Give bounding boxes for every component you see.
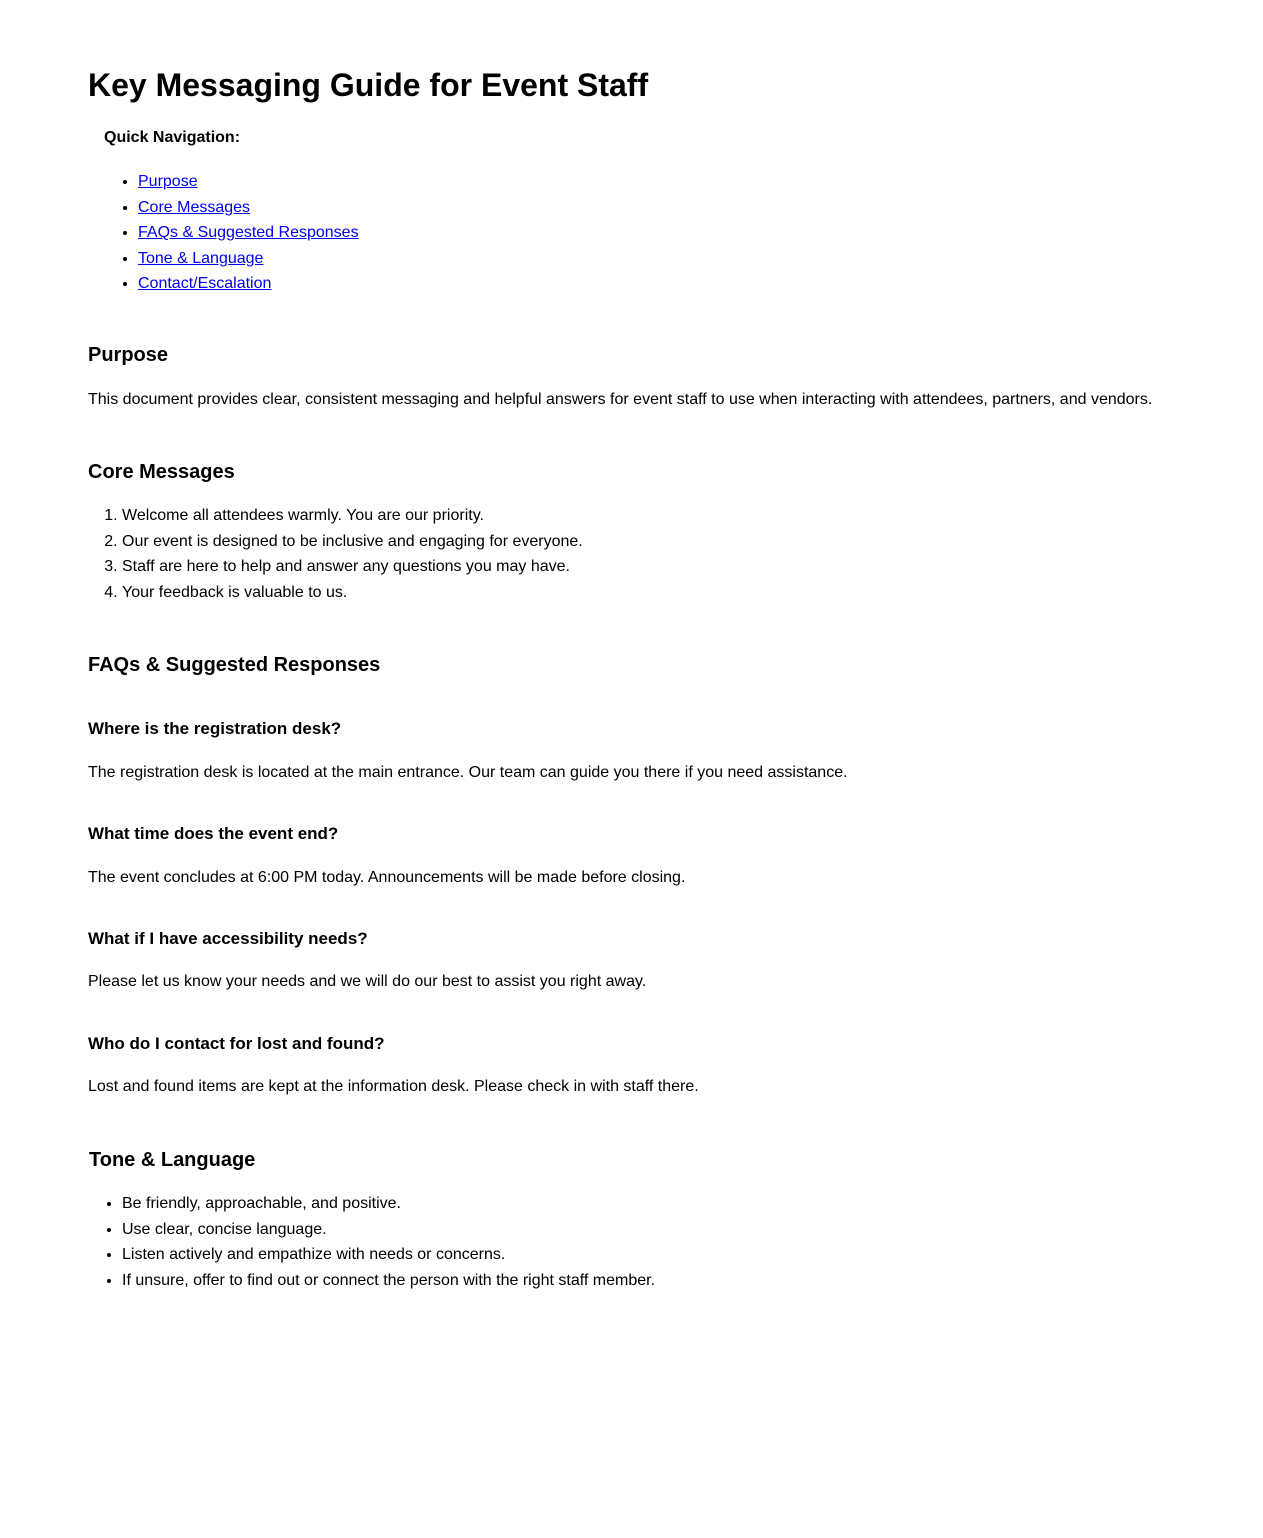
page-title: Key Messaging Guide for Event Staff: [88, 67, 649, 103]
list-item: 4. Your feedback is valuable to us.: [122, 580, 583, 606]
list-item: • Use clear, concise language.: [122, 1217, 655, 1243]
purpose-text: This document provides clear, consistent messaging and helpful answers for event staff to use when interacting with attendees, partners, and vendors.: [88, 391, 1153, 408]
faq-answer: The registration desk is located at the main entrance. Our team can guide you there if you need assistance.: [88, 764, 848, 781]
faq-question: What if I have accessibility needs?: [88, 929, 368, 948]
nav-link-tone[interactable]: Tone & Language: [138, 249, 264, 267]
faq-answer: The event concludes at 6:00 PM today. Announcements will be made before closing.: [88, 869, 686, 886]
nav-link-purpose[interactable]: Purpose: [138, 173, 198, 190]
nav-item-contact: [138, 271, 1248, 297]
list-item: 3. Staff are here to help and answer any questions you may have.: [122, 554, 583, 580]
quick-navigation-list: [104, 169, 1248, 297]
quick-navigation-heading: Quick Navigation:: [104, 129, 241, 146]
list-item: 2. Our event is designed to be inclusive and engaging for everyone.: [122, 529, 583, 555]
core-messages-heading: Core Messages: [88, 461, 235, 483]
nav-item-core-messages: [138, 195, 1248, 221]
list-item: 1. Welcome all attendees warmly. You are our priority.: [122, 503, 583, 529]
faq-question: Who do I contact for lost and found?: [88, 1034, 385, 1053]
faq-question: What time does the event end?: [88, 824, 339, 843]
faq-answer: Please let us know your needs and we will do our best to assist you right away.: [88, 973, 647, 990]
list-item: • If unsure, offer to find out or connect the person with the right staff member.: [122, 1268, 655, 1294]
tone-heading: Tone & Language: [89, 1149, 256, 1171]
nav-link-contact[interactable]: Contact/Escalation: [138, 275, 272, 293]
faqs-heading: FAQs & Suggested Responses: [88, 654, 381, 676]
nav-item-purpose: [138, 169, 1248, 195]
nav-item-faqs: [138, 220, 1248, 246]
faq-question: Where is the registration desk?: [88, 719, 342, 738]
faq-answer: Lost and found items are kept at the information desk. Please check in with staff there.: [88, 1078, 699, 1095]
nav-item-tone: [138, 246, 1248, 272]
quick-navigation: [104, 128, 1248, 297]
nav-link-core-messages[interactable]: Core Messages: [138, 198, 251, 216]
purpose-heading: Purpose: [88, 344, 169, 366]
document: [88, 0, 1248, 1289]
list-item: • Be friendly, approachable, and positive.: [122, 1191, 655, 1217]
core-messages-list: [88, 503, 583, 605]
nav-link-faqs[interactable]: FAQs & Suggested Responses: [138, 224, 359, 242]
tone-list: [88, 1191, 655, 1293]
list-item: • Listen actively and empathize with needs or concerns.: [122, 1242, 655, 1268]
